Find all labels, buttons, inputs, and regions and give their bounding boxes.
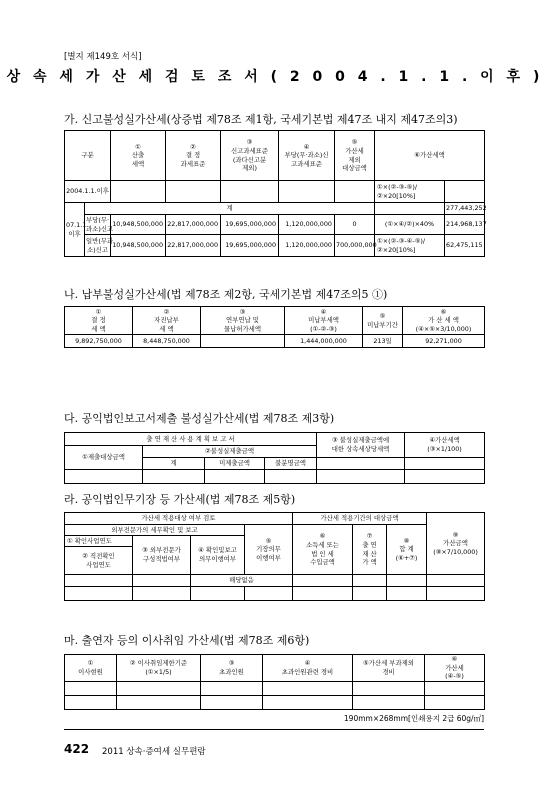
- table-row: 부당(무· 과소)신고 10,948,500,000 22,817,000,000 19,695,000,000 1,120,000,000 0 (①×④/②)×40% 214,968,137: [86, 215, 487, 233]
- section-1-table: [64, 130, 485, 257]
- table-row: 외부전문가의 세무확인 및 보고 ⑤ 기장의무 이행여부 ⑥ 소득세 또는 법 인 세 수입금액 ⑦ 출 연 재 산 가 액 ⑧ 합 계 (⑥+⑦): [65, 525, 485, 536]
- table-row: ② 직전확인 사업연도: [65, 547, 485, 561]
- section-4-title: 라. 공익법인무기장 등 가산세(법 제78조 제5항): [64, 493, 296, 506]
- table-row: ① 확인사업연도 ③ 외부전문가 구성적법여부 ④ 확인및보고 의무이행여부: [65, 536, 485, 547]
- table-row: ①제출대상금액 ②불성실제출금액: [65, 446, 485, 458]
- section-4-header-row: 가산세 적용대상 여부 검토 가산세 적용기간의 대상금액 ⑨ 가산금액 (⑧×7/10,000): [65, 513, 485, 525]
- section-2-table: [64, 306, 485, 348]
- section-5-header-row: ① 이사현원 ② 이사취임제한기준 (①×1/5) ③ 초과인원 ④ 초과인원관련 경비 ⑤가산세 부과제외 경비 ⑥ 가산세 (④-⑤): [65, 655, 485, 682]
- table-row: 일반(무과 소)신고 10,948,500,000 22,817,000,000 19,695,000,000 1,120,000,000 700,000,000 ①×(②-③-④-⑤)/ ②×20[10%] 62,475,115: [65, 235, 485, 257]
- section-1-title: 가. 신고불성실가산세(상증법 제78조 제1항, 국세기본법 제47조 내지 제47조의3): [64, 113, 458, 126]
- document-title: 상 속 세 가 산 세 검 토 조 서 ( 2 0 0 4 . 1 . 1 . 이 후 ): [6, 69, 544, 85]
- table-row: [65, 695, 485, 709]
- paper-size-note: 190mm×268mm[인쇄용지 2급 60g/㎡]: [343, 714, 484, 723]
- table-row: 07.1.1. 이후 계 277,443,252: [65, 203, 485, 215]
- section-5-title: 마. 출연자 등의 이사취임 가산세(법 제78조 제6항): [64, 634, 310, 647]
- section-2-header-row: ① 결 정 세 액 ② 자진납부 세 액 ③ 연부연납 및 물납허가세액 ④ 미납부세액 (①-②-③) ⑤ 미납부기간 ⑥ 가 산 세 액 (④×⑤×3/10,000): [65, 307, 485, 335]
- form-number: [별지 제149호 서식]: [64, 52, 142, 62]
- footer-divider: [64, 729, 484, 730]
- section-3-title: 다. 공익법인보고서제출 불성실가산세(법 제78조 제3항): [64, 412, 335, 425]
- table-row: [65, 587, 485, 601]
- section-5-table: [64, 654, 485, 710]
- table-row: 9,892,750,000 8,448,750,000 1,444,000,000 213일 92,271,000: [65, 335, 485, 348]
- table-row: [65, 681, 485, 695]
- section-3-table: [64, 432, 485, 484]
- table-row: 2004.1.1.이후 ①×(②-③-⑤)/ ②×20[10%]: [65, 181, 485, 203]
- book-title: 2011 상속·증여세 실무편람: [102, 747, 206, 757]
- section-2-title: 나. 납부불성실가산세(법 제78조 제2항, 국세기본법 제47조의5 ①): [64, 288, 388, 301]
- section-1-header-row: 구분 ① 산출 세액 ② 결 정 과세표준 ③ 신고과세표준 (과다신고분 제외) ④ 부당(무·과소)신 고과세표준 ⑤ 가산세 제외 대상금액 ⑥가산세액: [65, 131, 485, 181]
- table-row: [65, 470, 485, 484]
- section-3-header-row: 출 연 재 산 사 용 계 획 보 고 서 ③ 불성실제출금액에 대한 상속세상당세액 ④가산세액 (③×1/100): [65, 433, 485, 446]
- table-row: 해당없음: [65, 575, 485, 587]
- page-number: 422: [64, 742, 90, 756]
- section-4-table: [64, 512, 485, 601]
- table-row: 계 미제출금액 불분명금액: [65, 458, 485, 470]
